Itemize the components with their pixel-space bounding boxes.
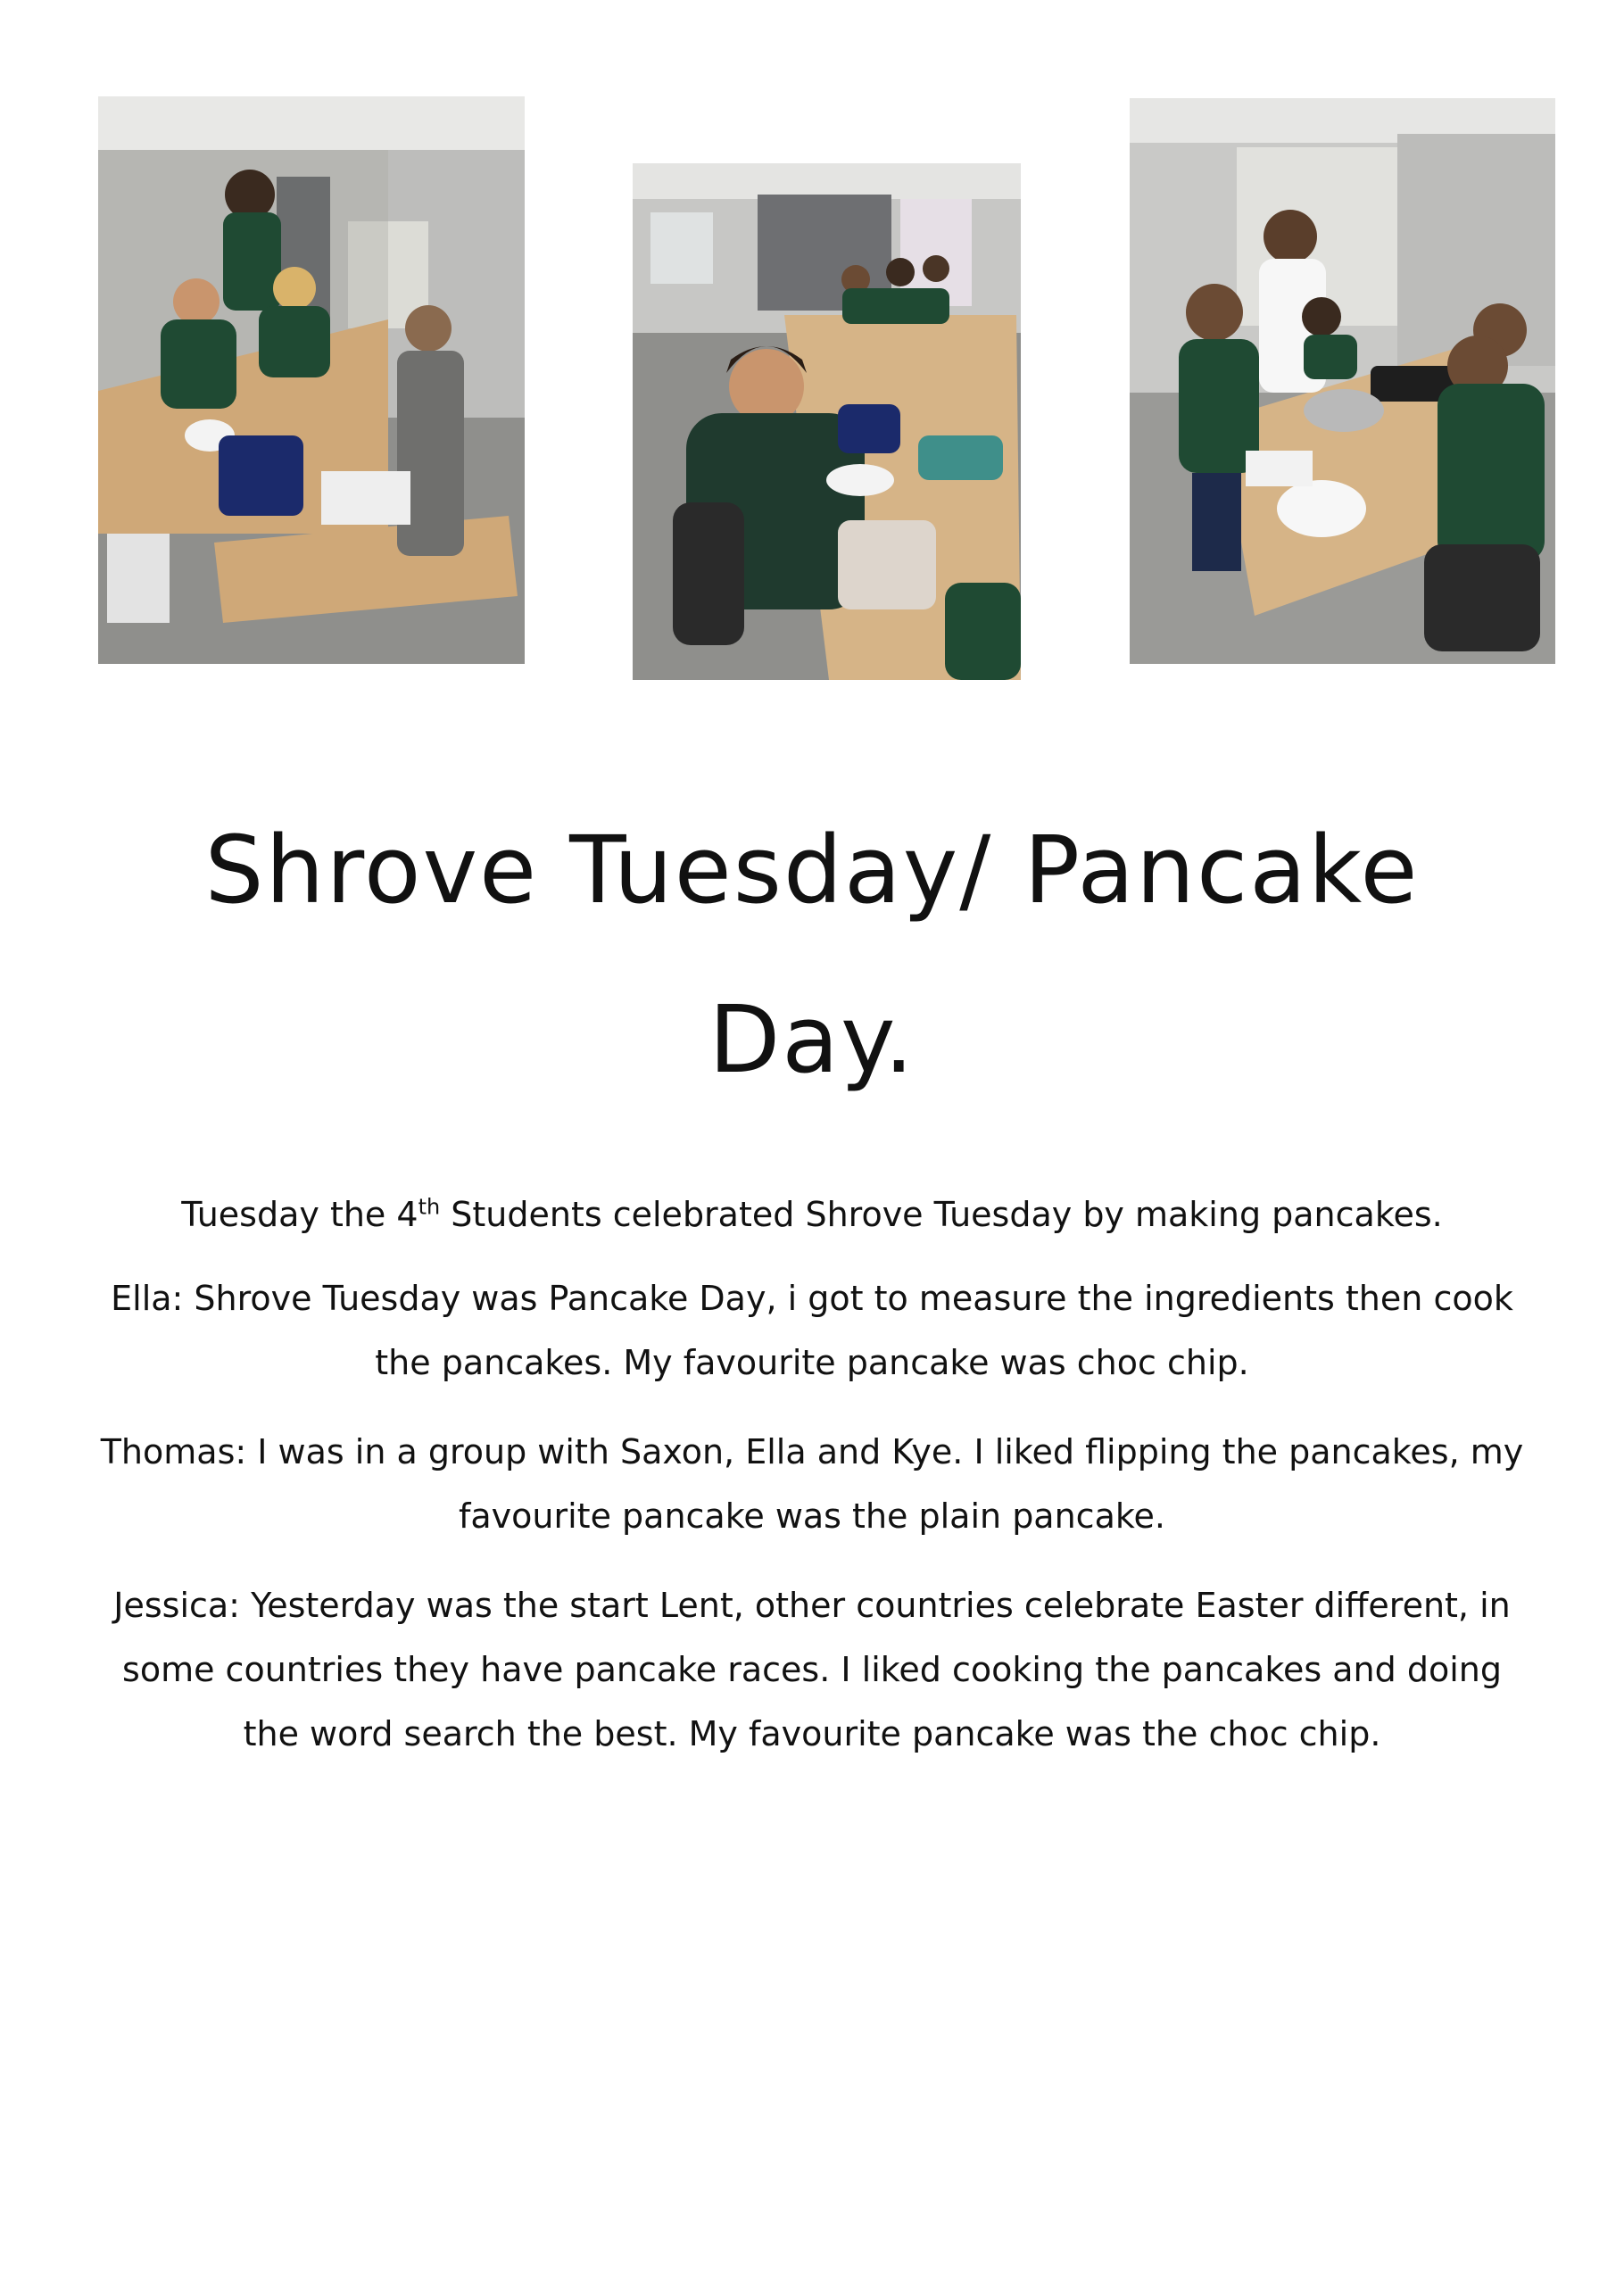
intro-paragraph (98, 1182, 1526, 1247)
photo-teacher-cooking-with-students-image (1130, 98, 1555, 664)
intro-text-start: Tuesday the 4 (181, 1195, 418, 1234)
paragraph-jessica: Jessica: Yesterday was the start Lent, other countries celebrate Easter different, in some countries they have pancake races. I liked cooking the pancakes and doing the word search the best. My favourite pancake was the choc chip. (113, 1586, 1511, 1753)
page-title (89, 785, 1535, 1124)
page-title-line-2: Day. (708, 985, 916, 1094)
photo-students-at-table (98, 96, 525, 664)
photo-student-eating-pancake (633, 163, 1021, 680)
photo-students-at-table-image (98, 96, 525, 664)
photo-student-eating-pancake-image (633, 163, 1021, 680)
paragraph-ella: Ella: Shrove Tuesday was Pancake Day, i got to measure the ingredients then cook the pancakes. My favourite pancake was choc chip. (111, 1279, 1513, 1382)
paragraph-thomas: Thomas: I was in a group with Saxon, Ella and Kye. I liked flipping the pancakes, my favourite pancake was the plain pancake. (100, 1432, 1524, 1536)
photo-teacher-cooking-with-students (1130, 98, 1555, 664)
intro-ordinal-suffix: th (418, 1194, 441, 1220)
intro-text-end: Students celebrated Shrove Tuesday by making pancakes. (440, 1195, 1443, 1234)
page-title-line-1: Shrove Tuesday/ Pancake (204, 816, 1420, 924)
article-body (98, 1182, 1526, 1791)
